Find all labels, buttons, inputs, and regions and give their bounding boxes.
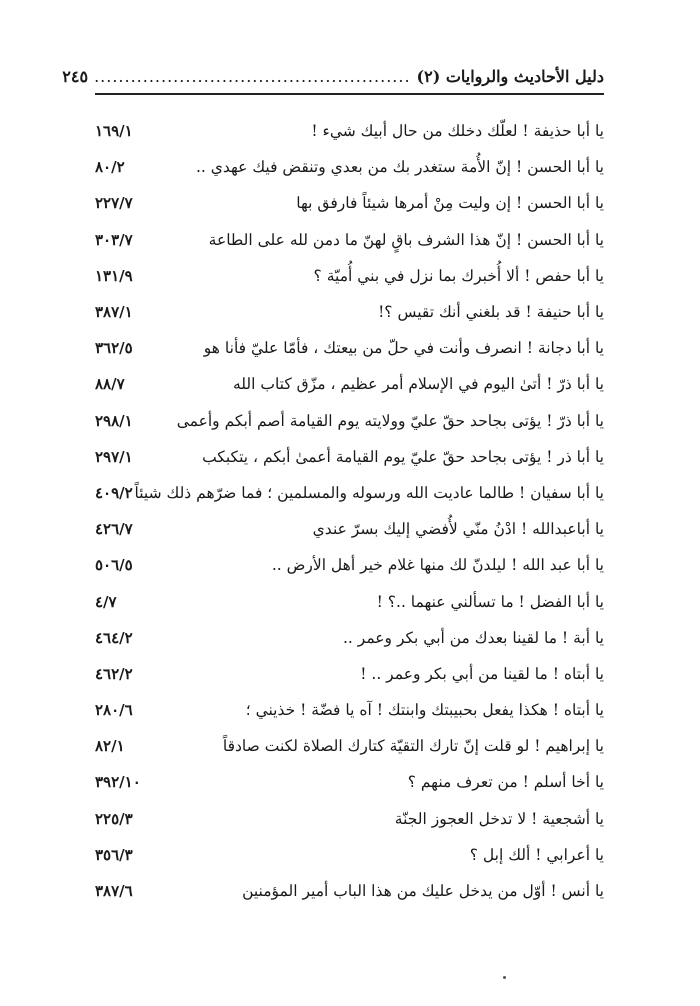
header-leader-dots: .................................................... bbox=[94, 66, 411, 86]
index-entry bbox=[95, 656, 604, 692]
entry-text: يا أبا الحسن ! إنّ هذا الشرف باقٍ لهنّ ما دمن لله على الطاعة bbox=[208, 230, 604, 249]
index-entry bbox=[95, 873, 604, 909]
entry-text: يا أباعبدالله ! ادْنُ منّي لأُفضي إليك بسرّ عندي bbox=[312, 520, 604, 539]
entry-text: يا أبا الحسن ! إنّ الأُمة ستغدر بك من بعدي وتنقض فيك عهدي .. bbox=[195, 158, 604, 177]
index-entry bbox=[95, 222, 604, 258]
entry-text: يا أعرابي ! ألك إبل ؟ bbox=[469, 845, 604, 864]
entry-text: يا أبا حفص ! ألا أُخبرك بما نزل في بني أُميّة ؟ bbox=[313, 266, 604, 285]
entry-text: يا أبا ذرّ ! أتىٰ اليوم في الإسلام أمر عظيم ، مزّق كتاب الله bbox=[232, 375, 604, 394]
entry-text: يا أخا أسلم ! من تعرف منهم ؟ bbox=[407, 773, 604, 792]
index-entry bbox=[95, 403, 604, 439]
entry-text: يا أبتاه ! ما لقينا من أبي بكر وعمر .. ! bbox=[360, 664, 604, 683]
entry-text: يا أبا الحسن ! إن وليت مِنْ أمرها شيئاً فارفق بها bbox=[296, 194, 604, 213]
entry-text: يا أبا الفضل ! ما تسألني عنهما ..؟ ! bbox=[376, 592, 604, 611]
index-entry bbox=[95, 330, 604, 366]
entry-reference: ١٦٩/١ bbox=[95, 122, 133, 141]
entry-reference: ٨٨/٧ bbox=[95, 375, 125, 394]
entry-reference: ٨٢/١ bbox=[95, 737, 125, 756]
entry-text: يا أنس ! أوّل من يدخل عليك من هذا الباب أمير المؤمنين bbox=[242, 882, 604, 901]
index-entry bbox=[95, 692, 604, 728]
hadith-index-list bbox=[95, 113, 604, 909]
running-header bbox=[62, 63, 604, 89]
index-entry bbox=[95, 439, 604, 475]
entry-text: يا إبراهيم ! لو قلت إنّ تارك التقيّة كتارك الصلاة لكنت صادقاً bbox=[222, 737, 604, 756]
index-entry bbox=[95, 149, 604, 185]
header-rule bbox=[95, 93, 604, 95]
entry-reference: ٤/٧ bbox=[95, 592, 117, 611]
index-entry bbox=[95, 583, 604, 619]
index-entry bbox=[95, 258, 604, 294]
entry-reference: ٤٦٢/٢ bbox=[95, 664, 133, 683]
entry-reference: ٣٩٢/١٠ bbox=[95, 773, 141, 792]
entry-reference: ٢٩٧/١ bbox=[95, 447, 133, 466]
index-entry bbox=[95, 366, 604, 402]
index-entry bbox=[95, 801, 604, 837]
entry-reference: ٤٦٤/٢ bbox=[95, 628, 133, 647]
entry-text: يا أبتاه ! هكذا يفعل بحبيبتك وابنتك ! آه يا فضّة ! خذيني ؛ bbox=[245, 701, 604, 720]
index-entry bbox=[95, 185, 604, 221]
index-entry bbox=[95, 547, 604, 583]
index-entry bbox=[95, 837, 604, 873]
entry-reference: ٢٢٧/٧ bbox=[95, 194, 133, 213]
entry-reference: ٤٢٦/٧ bbox=[95, 520, 133, 539]
entry-reference: ٥٠٦/٥ bbox=[95, 556, 133, 575]
entry-reference: ٣٥٦/٣ bbox=[95, 845, 133, 864]
index-entry bbox=[95, 294, 604, 330]
index-entry bbox=[95, 620, 604, 656]
entry-reference: ٣٦٢/٥ bbox=[95, 339, 133, 358]
entry-text: يا أبا عبد الله ! ليلدنّ لك منها غلام خير أهل الأرض .. bbox=[271, 556, 604, 575]
entry-text: يا أبا ذرّ ! يؤتى بجاحد حقّ عليّ وولايته يوم القيامة أصم أبكم وأعمى bbox=[176, 411, 604, 430]
index-entry bbox=[95, 113, 604, 149]
entry-reference: ٣٠٣/٧ bbox=[95, 230, 133, 249]
entry-text: يا أبا ذر ! يؤتى بجاحد حقّ عليّ يوم القيامة أعمىٰ أبكم ، يتكبكب bbox=[202, 447, 604, 466]
header-title: دليل الأحاديث والروايات (٢) bbox=[416, 66, 604, 86]
index-entry bbox=[95, 475, 604, 511]
entry-text: يا أبا دجانة ! انصرف وأنت في حلّ من بيعتك ، فأمّا عليّ فأنا هو bbox=[203, 339, 604, 358]
entry-reference: ٣٨٧/١ bbox=[95, 303, 133, 322]
entry-reference: ١٣١/٩ bbox=[95, 266, 133, 285]
page-speck bbox=[503, 976, 506, 979]
entry-reference: ٤٠٩/٢ bbox=[95, 483, 133, 502]
entry-text: يا أشجعية ! لا تدخل العجوز الجنّة bbox=[394, 809, 604, 828]
index-entry bbox=[95, 764, 604, 800]
entry-text: يا أبة ! ما لقينا بعدك من أبي بكر وعمر .. bbox=[342, 628, 604, 647]
entry-text: يا أبا حذيفة ! لعلّك دخلك من حال أبيك شيء ! bbox=[311, 122, 604, 141]
entry-reference: ٢٢٥/٣ bbox=[95, 809, 133, 828]
entry-reference: ٣٨٧/٦ bbox=[95, 882, 133, 901]
entry-text: يا أبا حنيفة ! قد بلغني أنك تقيس ؟! bbox=[378, 303, 604, 322]
entry-text: يا أبا سفيان ! طالما عاديت الله ورسوله والمسلمين ؛ فما ضرّهم ذلك شيئاً bbox=[134, 483, 604, 502]
entry-reference: ٢٨٠/٦ bbox=[95, 701, 133, 720]
index-entry bbox=[95, 728, 604, 764]
index-entry bbox=[95, 511, 604, 547]
entry-reference: ٢٩٨/١ bbox=[95, 411, 133, 430]
entry-reference: ٨٠/٢ bbox=[95, 158, 125, 177]
page-number: ٢٤٥ bbox=[62, 66, 89, 86]
